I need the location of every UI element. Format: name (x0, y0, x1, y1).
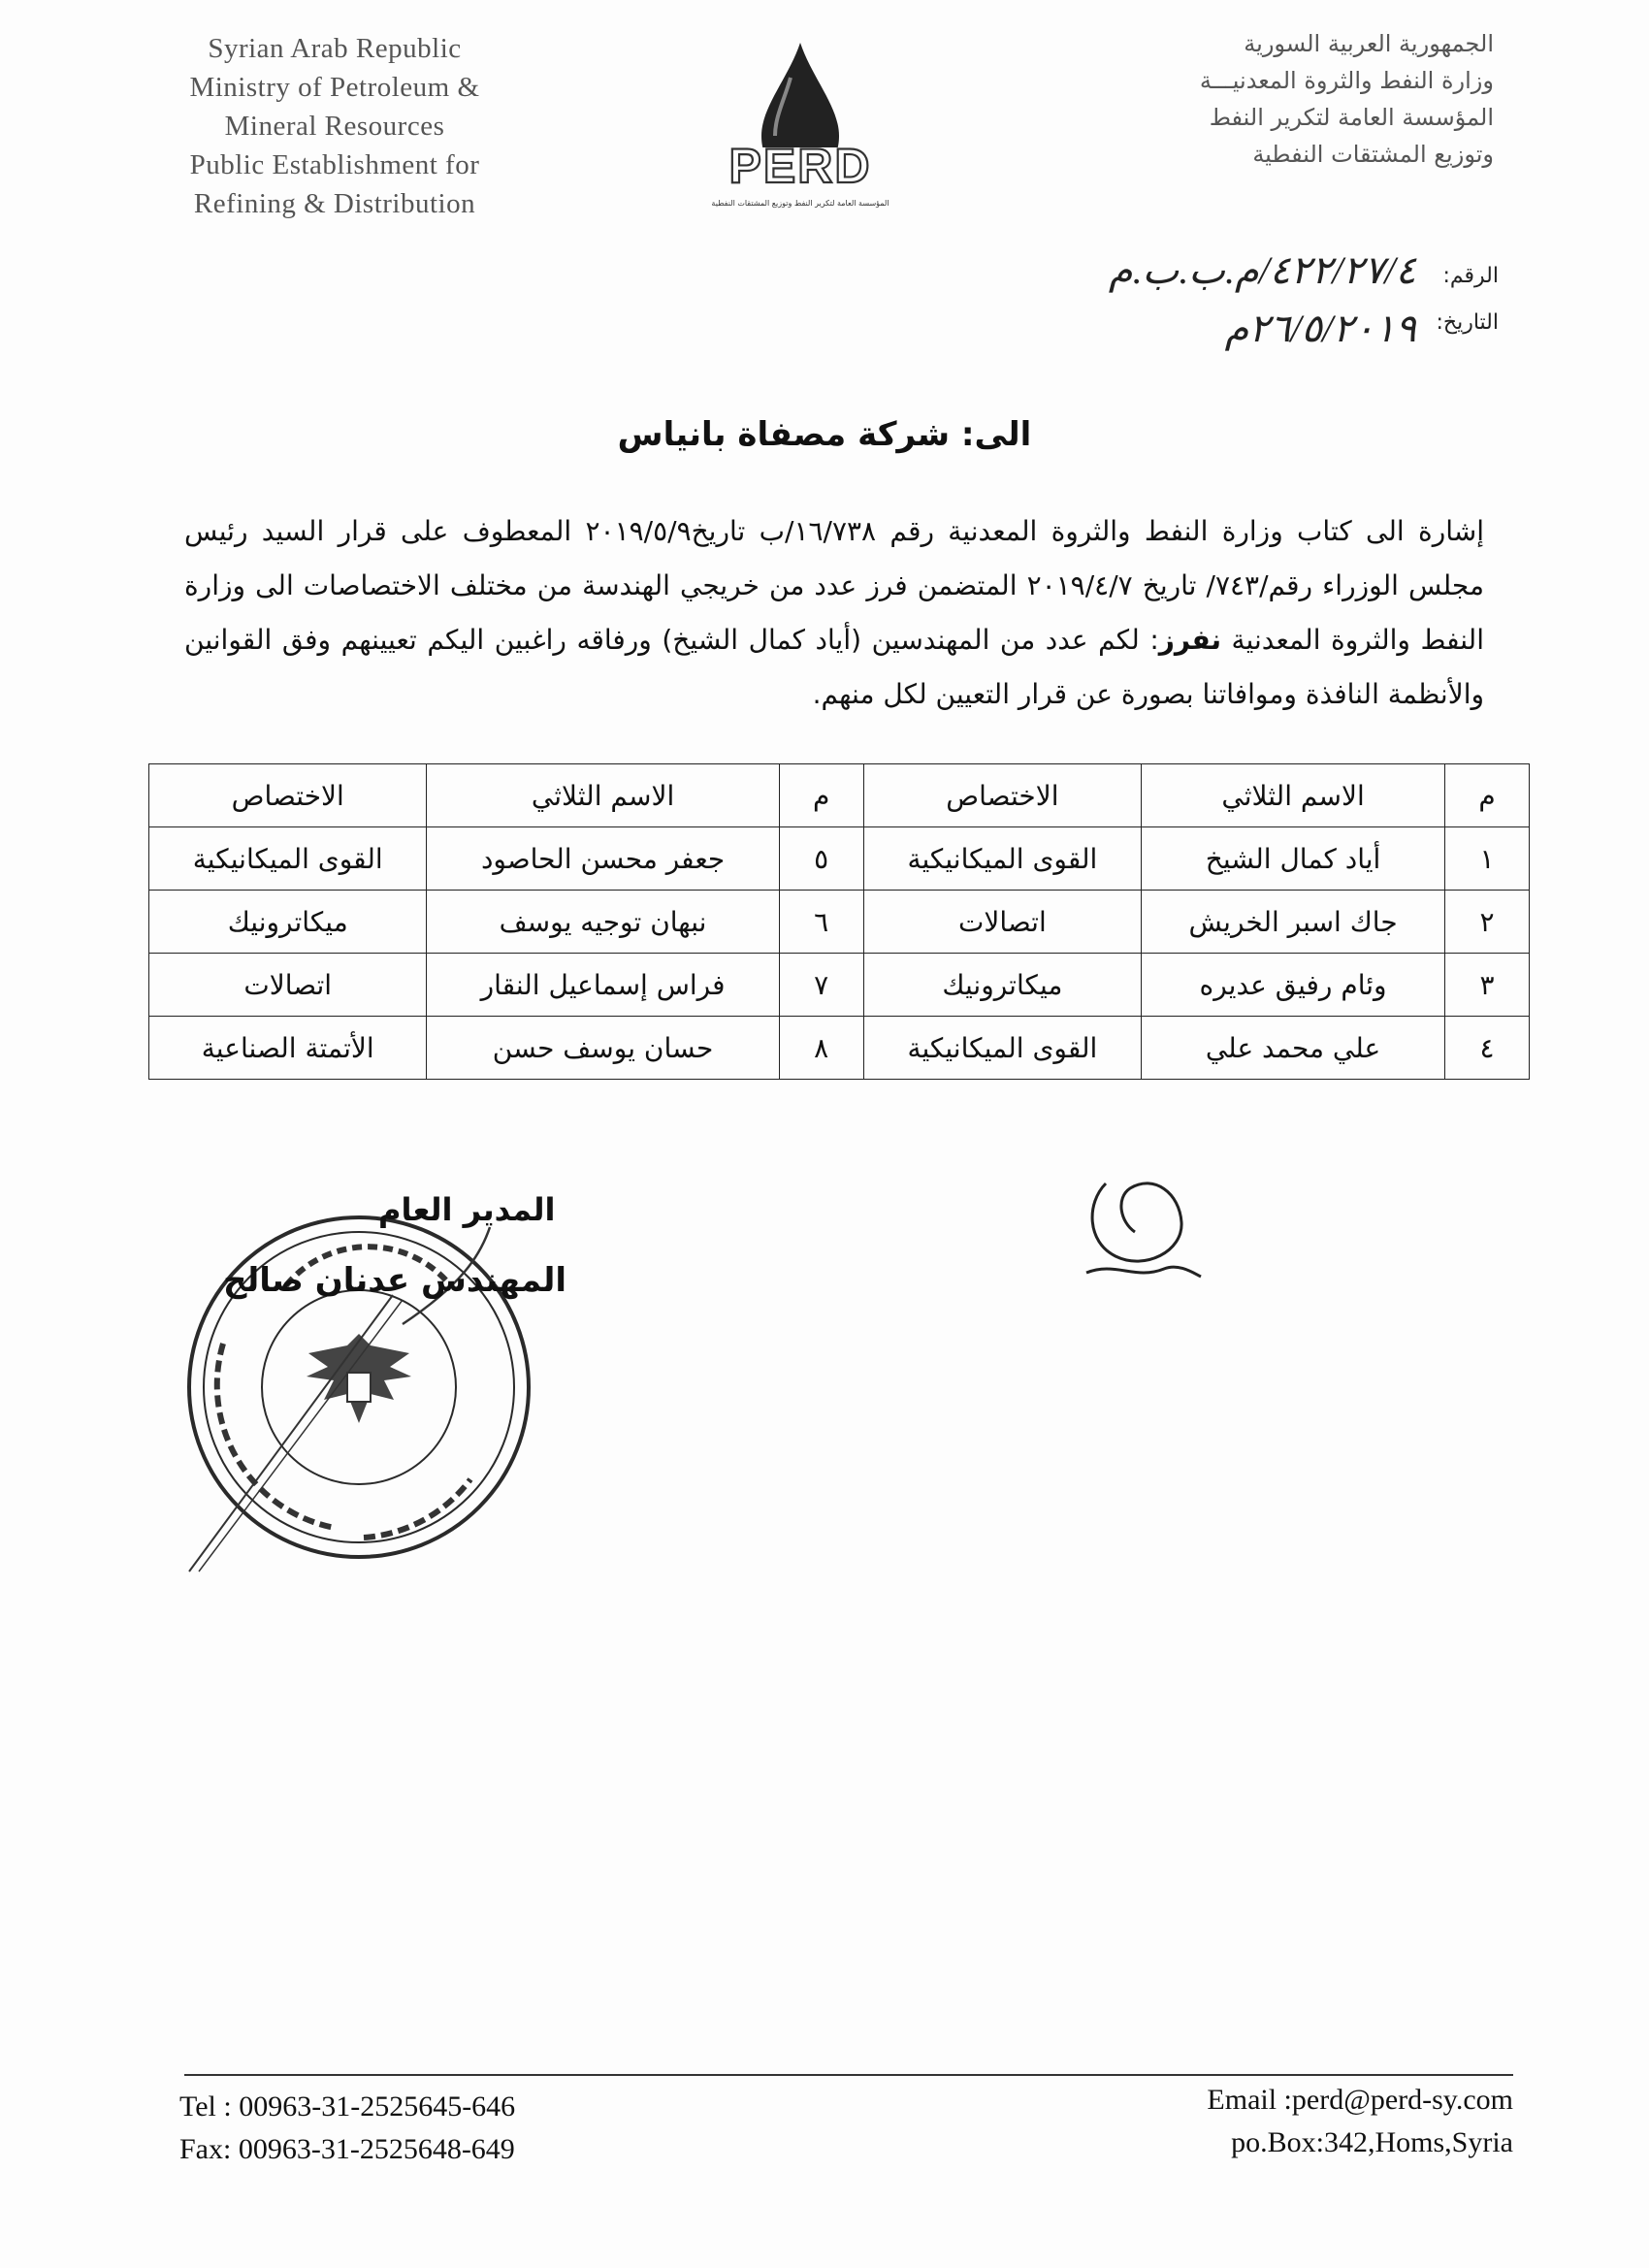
table-cell: وئام رفيق عديره (1142, 954, 1445, 1017)
header-ar-line: المؤسسة العامة لتكرير النفط (1209, 104, 1494, 131)
addressee-line: الى: شركة مصفاة بانياس (617, 415, 1032, 454)
table-cell: ٢ (1445, 891, 1530, 954)
column-header: الاختصاص (863, 764, 1141, 827)
header-en-line: Mineral Resources (224, 111, 445, 142)
table-cell: اتصالات (149, 954, 427, 1017)
header-en-line: Syrian Arab Republic (208, 33, 462, 64)
header-en-line: Public Establishment for (189, 149, 480, 180)
table-header-row (149, 764, 1530, 827)
footer-tel: Tel : 00963-31-2525645-646 (179, 2090, 516, 2122)
table-cell: علي محمد علي (1142, 1017, 1445, 1080)
signatory-title: المدير العام (378, 1191, 556, 1228)
header-ar-line: الجمهورية العربية السورية (1244, 30, 1494, 57)
letter-body-emphasis: نفرز (1158, 624, 1221, 656)
eagle-emblem-icon (307, 1334, 411, 1423)
table-cell: اتصالات (863, 891, 1141, 954)
reference-number-label: الرقم: (1442, 264, 1499, 288)
column-header: الاسم الثلاثي (1142, 764, 1445, 827)
table-row (149, 891, 1530, 954)
table-cell: فراس إسماعيل النقار (427, 954, 779, 1017)
footer-contact-phone (179, 2086, 515, 2171)
date-label: التاريخ: (1436, 310, 1499, 335)
date-value: ٢٦/٥/٢٠١٩م (1224, 307, 1416, 350)
table-cell: ميكاترونيك (863, 954, 1141, 1017)
table-cell: جاك اسبر الخريش (1142, 891, 1445, 954)
footer-divider (184, 2074, 1513, 2076)
table-cell: القوى الميكانيكية (863, 1017, 1141, 1080)
header-english (146, 29, 524, 223)
official-stamp (170, 1188, 548, 1576)
header-ar-line: وتوزيع المشتقات النفطية (1252, 141, 1494, 168)
column-header: الاختصاص (149, 764, 427, 827)
table-cell: ٣ (1445, 954, 1530, 1017)
header-en-line: Ministry of Petroleum & (189, 72, 480, 103)
column-header: الاسم الثلاثي (427, 764, 779, 827)
table-cell: ٤ (1445, 1017, 1530, 1080)
table-cell: أياد كمال الشيخ (1142, 827, 1445, 891)
table-cell: الأتمتة الصناعية (149, 1017, 427, 1080)
table-cell: ٥ (779, 827, 863, 891)
table-cell: القوى الميكانيكية (149, 827, 427, 891)
reference-number-value: ٤٢٢/٢٧/٤/م.ب.ب.م (1108, 248, 1416, 292)
logo-caption: المؤسسة العامة لتكرير النفط وتوزيع المشتقات النفطية (711, 199, 889, 208)
column-header: م (1445, 764, 1530, 827)
handwritten-initials (1077, 1164, 1212, 1290)
table-cell: القوى الميكانيكية (863, 827, 1141, 891)
engineers-table (148, 763, 1530, 1080)
table-cell: ٨ (779, 1017, 863, 1080)
table-row (149, 827, 1530, 891)
footer-pobox: po.Box:342,Homs,Syria (1231, 2126, 1513, 2158)
table-cell: جعفر محسن الحاصود (427, 827, 779, 891)
signatory-name: المهندس عدنان صالح (223, 1261, 567, 1300)
header-ar-line: وزارة النفط والثروة المعدنيـــة (1199, 67, 1494, 94)
footer-contact-address (1207, 2079, 1513, 2164)
letter-body-text: : لكم عدد من المهندسين (أياد كمال الشيخ) ورفاقه راغبين اليكم تعيينهم وفق القوانين والأنظمة النافذة وموافاتنا بصورة عن قرار التعيين لكل منهم. (184, 624, 1484, 710)
column-header: م (779, 764, 863, 827)
table-row (149, 1017, 1530, 1080)
footer-fax: Fax: 00963-31-2525648-649 (179, 2133, 515, 2165)
header-en-line: Refining & Distribution (193, 188, 476, 219)
table-cell: ميكاترونيك (149, 891, 427, 954)
table-cell: نبهان توجيه يوسف (427, 891, 779, 954)
letter-body-text: إشارة الى كتاب وزارة النفط والثروة المعدنية رقم ١٦/٧٣٨/ب تاريخ٢٠١٩/٥/٩ المعطوف على قرار السيد رئيس مجلس الوزراء رقم/٧٤٣/ تاريخ ٢٠١٩/٤/٧ المتضمن فرز عدد من خريجي الهندسة من مختلف الاختصاصات الى وزارة النفط والثروة المعدنية (184, 515, 1485, 656)
header-arabic (1086, 25, 1494, 173)
table-cell: حسان يوسف حسن (427, 1017, 779, 1080)
letter-body (184, 504, 1484, 722)
perd-logo (703, 39, 897, 218)
logo-text: PERD (728, 139, 872, 193)
table-cell: ٦ (779, 891, 863, 954)
footer-email: Email :perd@perd-sy.com (1207, 2084, 1513, 2116)
table-row (149, 954, 1530, 1017)
table-cell: ٧ (779, 954, 863, 1017)
table-cell: ١ (1445, 827, 1530, 891)
